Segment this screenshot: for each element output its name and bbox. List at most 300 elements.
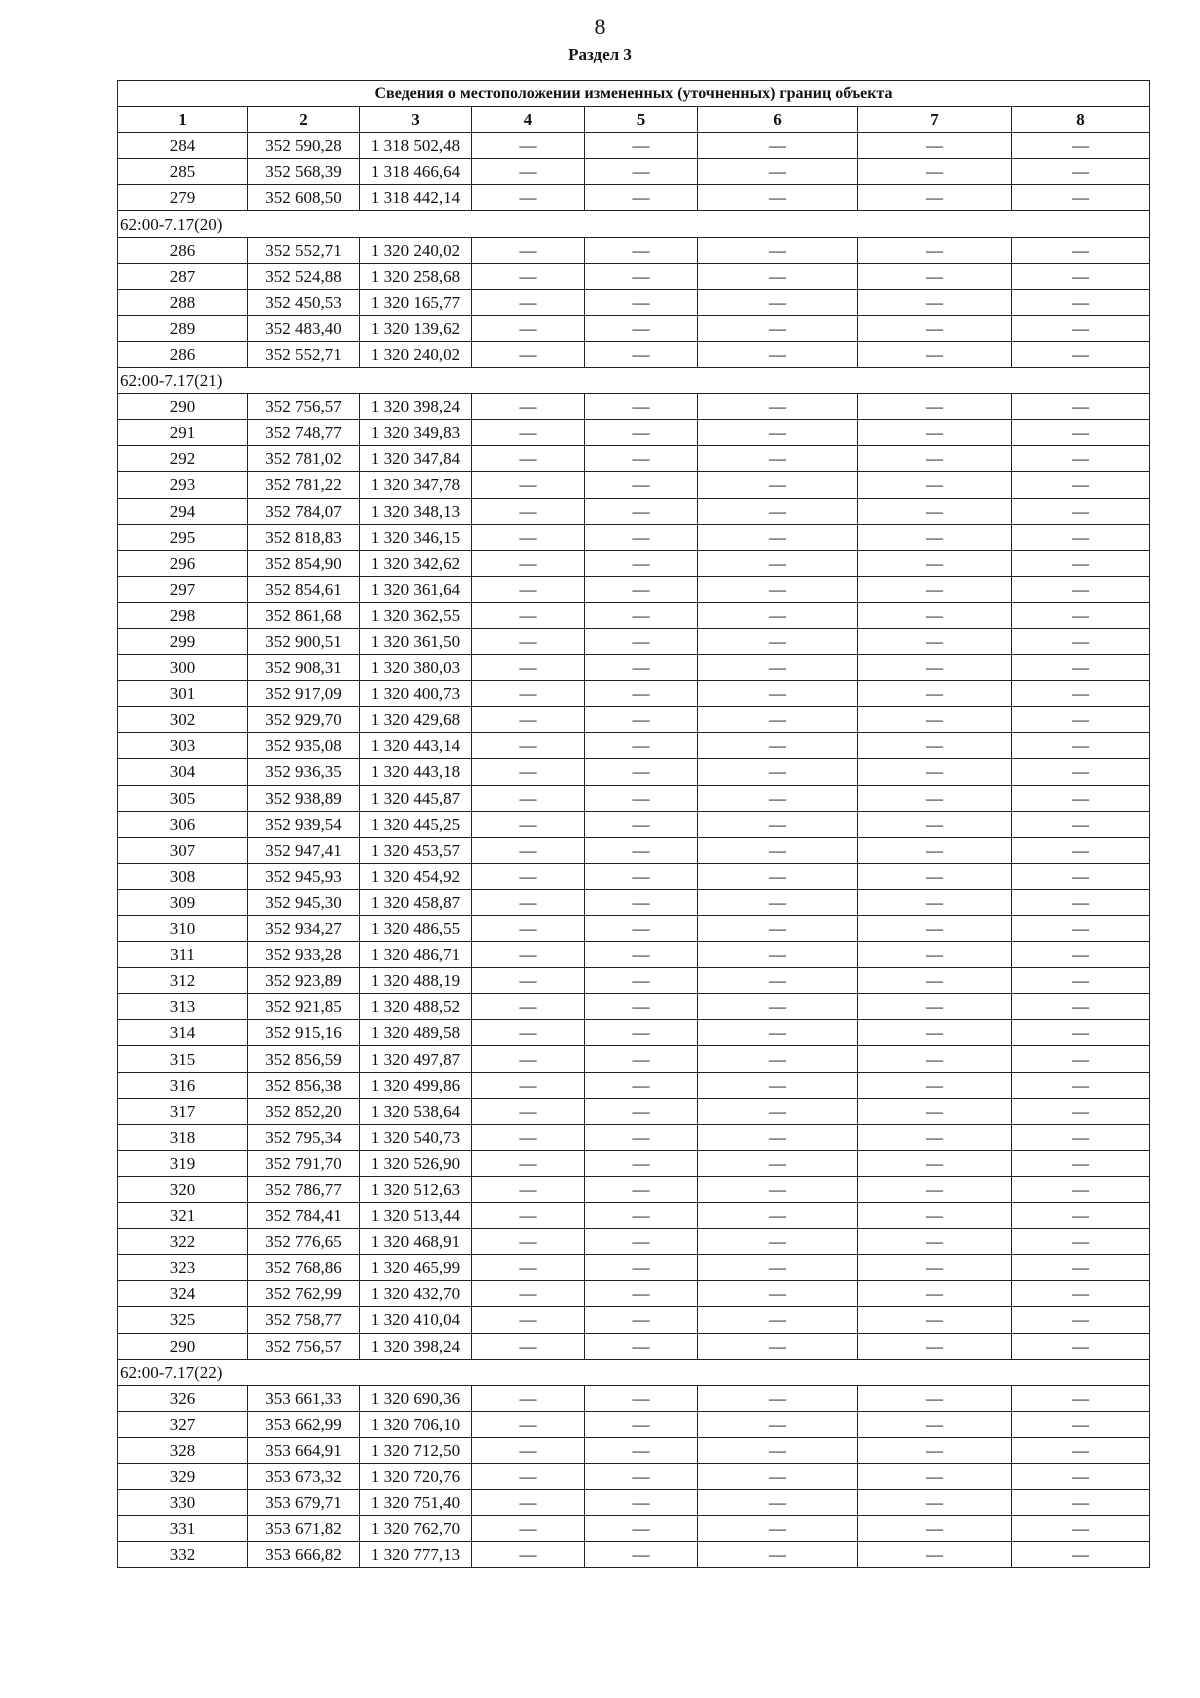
empty-value-cell: — — [472, 655, 585, 681]
empty-value-cell: — — [585, 759, 698, 785]
empty-value-cell: — — [1012, 968, 1150, 994]
empty-value-cell: — — [858, 916, 1012, 942]
point-number-cell: 314 — [118, 1020, 248, 1046]
y-coordinate-cell: 1 320 777,13 — [360, 1542, 472, 1568]
point-number-cell: 298 — [118, 602, 248, 628]
empty-value-cell: — — [472, 1150, 585, 1176]
empty-value-cell: — — [858, 785, 1012, 811]
y-coordinate-cell: 1 320 349,83 — [360, 420, 472, 446]
y-coordinate-cell: 1 320 538,64 — [360, 1098, 472, 1124]
point-number-cell: 296 — [118, 550, 248, 576]
empty-value-cell: — — [698, 759, 858, 785]
page-number: 8 — [594, 14, 606, 39]
empty-value-cell: — — [1012, 394, 1150, 420]
y-coordinate-cell: 1 320 347,78 — [360, 472, 472, 498]
table-row — [118, 707, 1150, 733]
group-label: 62:00-7.17(22) — [118, 1359, 1150, 1385]
y-coordinate-cell: 1 320 410,04 — [360, 1307, 472, 1333]
x-coordinate-cell: 352 776,65 — [248, 1229, 360, 1255]
column-header-2: 2 — [248, 107, 360, 133]
point-number-cell: 313 — [118, 994, 248, 1020]
x-coordinate-cell: 353 666,82 — [248, 1542, 360, 1568]
empty-value-cell: — — [472, 1176, 585, 1202]
empty-value-cell: — — [858, 1281, 1012, 1307]
empty-value-cell: — — [472, 968, 585, 994]
x-coordinate-cell: 353 661,33 — [248, 1385, 360, 1411]
empty-value-cell: — — [698, 837, 858, 863]
x-coordinate-cell: 352 900,51 — [248, 628, 360, 654]
empty-value-cell: — — [1012, 1516, 1150, 1542]
point-number-cell: 324 — [118, 1281, 248, 1307]
table-row — [118, 968, 1150, 994]
empty-value-cell: — — [698, 1437, 858, 1463]
empty-value-cell: — — [472, 733, 585, 759]
x-coordinate-cell: 352 908,31 — [248, 655, 360, 681]
empty-value-cell: — — [472, 1020, 585, 1046]
point-number-cell: 286 — [118, 237, 248, 263]
x-coordinate-cell: 352 784,41 — [248, 1203, 360, 1229]
table-row — [118, 1307, 1150, 1333]
y-coordinate-cell: 1 320 499,86 — [360, 1072, 472, 1098]
column-header-6: 6 — [698, 107, 858, 133]
point-number-cell: 307 — [118, 837, 248, 863]
column-header-8: 8 — [1012, 107, 1150, 133]
empty-value-cell: — — [1012, 628, 1150, 654]
empty-value-cell: — — [1012, 889, 1150, 915]
empty-value-cell: — — [1012, 446, 1150, 472]
empty-value-cell: — — [1012, 785, 1150, 811]
empty-value-cell: — — [698, 785, 858, 811]
empty-value-cell: — — [472, 1046, 585, 1072]
empty-value-cell: — — [698, 916, 858, 942]
table-row — [118, 1281, 1150, 1307]
empty-value-cell: — — [585, 863, 698, 889]
empty-value-cell: — — [472, 133, 585, 159]
y-coordinate-cell: 1 320 445,87 — [360, 785, 472, 811]
empty-value-cell: — — [585, 707, 698, 733]
empty-value-cell: — — [698, 1463, 858, 1489]
empty-value-cell: — — [472, 185, 585, 211]
y-coordinate-cell: 1 320 712,50 — [360, 1437, 472, 1463]
empty-value-cell: — — [698, 628, 858, 654]
empty-value-cell: — — [585, 1542, 698, 1568]
table-row — [118, 315, 1150, 341]
column-header-1: 1 — [118, 107, 248, 133]
x-coordinate-cell: 352 590,28 — [248, 133, 360, 159]
x-coordinate-cell: 352 756,57 — [248, 394, 360, 420]
point-number-cell: 291 — [118, 420, 248, 446]
y-coordinate-cell: 1 320 429,68 — [360, 707, 472, 733]
point-number-cell: 316 — [118, 1072, 248, 1098]
x-coordinate-cell: 352 861,68 — [248, 602, 360, 628]
empty-value-cell: — — [858, 1516, 1012, 1542]
empty-value-cell: — — [858, 1176, 1012, 1202]
empty-value-cell: — — [472, 889, 585, 915]
x-coordinate-cell: 352 854,61 — [248, 576, 360, 602]
table-row — [118, 942, 1150, 968]
x-coordinate-cell: 352 939,54 — [248, 811, 360, 837]
empty-value-cell: — — [858, 1229, 1012, 1255]
empty-value-cell: — — [472, 1255, 585, 1281]
table-row — [118, 1046, 1150, 1072]
point-number-cell: 294 — [118, 498, 248, 524]
x-coordinate-cell: 352 936,35 — [248, 759, 360, 785]
group-row — [118, 1359, 1150, 1385]
empty-value-cell: — — [472, 628, 585, 654]
empty-value-cell: — — [585, 889, 698, 915]
table-row — [118, 185, 1150, 211]
empty-value-cell: — — [698, 1281, 858, 1307]
table-row — [118, 263, 1150, 289]
empty-value-cell: — — [1012, 1385, 1150, 1411]
point-number-cell: 300 — [118, 655, 248, 681]
empty-value-cell: — — [1012, 1255, 1150, 1281]
y-coordinate-cell: 1 320 454,92 — [360, 863, 472, 889]
x-coordinate-cell: 352 450,53 — [248, 289, 360, 315]
empty-value-cell: — — [1012, 733, 1150, 759]
empty-value-cell: — — [698, 315, 858, 341]
empty-value-cell: — — [1012, 237, 1150, 263]
x-coordinate-cell: 352 917,09 — [248, 681, 360, 707]
empty-value-cell: — — [585, 315, 698, 341]
point-number-cell: 312 — [118, 968, 248, 994]
empty-value-cell: — — [585, 602, 698, 628]
table-header — [118, 81, 1150, 133]
empty-value-cell: — — [585, 394, 698, 420]
table-row — [118, 602, 1150, 628]
y-coordinate-cell: 1 320 513,44 — [360, 1203, 472, 1229]
point-number-cell: 330 — [118, 1490, 248, 1516]
table-row — [118, 237, 1150, 263]
table-row — [118, 1490, 1150, 1516]
point-number-cell: 319 — [118, 1150, 248, 1176]
y-coordinate-cell: 1 318 466,64 — [360, 159, 472, 185]
table-row — [118, 785, 1150, 811]
table-row — [118, 1437, 1150, 1463]
empty-value-cell: — — [585, 916, 698, 942]
empty-value-cell: — — [472, 394, 585, 420]
y-coordinate-cell: 1 320 139,62 — [360, 315, 472, 341]
empty-value-cell: — — [858, 263, 1012, 289]
empty-value-cell: — — [1012, 1203, 1150, 1229]
empty-value-cell: — — [858, 159, 1012, 185]
empty-value-cell: — — [698, 1490, 858, 1516]
empty-value-cell: — — [472, 942, 585, 968]
table-row — [118, 655, 1150, 681]
empty-value-cell: — — [698, 420, 858, 446]
empty-value-cell: — — [585, 1490, 698, 1516]
y-coordinate-cell: 1 320 512,63 — [360, 1176, 472, 1202]
empty-value-cell: — — [1012, 289, 1150, 315]
table-row — [118, 1255, 1150, 1281]
empty-value-cell: — — [1012, 1333, 1150, 1359]
empty-value-cell: — — [585, 1307, 698, 1333]
empty-value-cell: — — [858, 602, 1012, 628]
empty-value-cell: — — [858, 1046, 1012, 1072]
empty-value-cell: — — [472, 1124, 585, 1150]
empty-value-cell: — — [858, 237, 1012, 263]
empty-value-cell: — — [1012, 550, 1150, 576]
x-coordinate-cell: 352 852,20 — [248, 1098, 360, 1124]
empty-value-cell: — — [585, 1229, 698, 1255]
empty-value-cell: — — [585, 159, 698, 185]
empty-value-cell: — — [698, 707, 858, 733]
y-coordinate-cell: 1 320 488,52 — [360, 994, 472, 1020]
empty-value-cell: — — [472, 759, 585, 785]
empty-value-cell: — — [472, 1542, 585, 1568]
table-row — [118, 1463, 1150, 1489]
empty-value-cell: — — [1012, 498, 1150, 524]
x-coordinate-cell: 352 758,77 — [248, 1307, 360, 1333]
empty-value-cell: — — [698, 1150, 858, 1176]
empty-value-cell: — — [585, 185, 698, 211]
x-coordinate-cell: 352 795,34 — [248, 1124, 360, 1150]
empty-value-cell: — — [1012, 1150, 1150, 1176]
group-row — [118, 368, 1150, 394]
y-coordinate-cell: 1 320 762,70 — [360, 1516, 472, 1542]
x-coordinate-cell: 352 768,86 — [248, 1255, 360, 1281]
point-number-cell: 329 — [118, 1463, 248, 1489]
empty-value-cell: — — [858, 655, 1012, 681]
point-number-cell: 308 — [118, 863, 248, 889]
point-number-cell: 287 — [118, 263, 248, 289]
empty-value-cell: — — [858, 811, 1012, 837]
empty-value-cell: — — [858, 707, 1012, 733]
empty-value-cell: — — [585, 576, 698, 602]
table-row — [118, 472, 1150, 498]
empty-value-cell: — — [698, 681, 858, 707]
empty-value-cell: — — [1012, 681, 1150, 707]
empty-value-cell: — — [698, 1385, 858, 1411]
empty-value-cell: — — [698, 133, 858, 159]
empty-value-cell: — — [472, 159, 585, 185]
x-coordinate-cell: 352 552,71 — [248, 237, 360, 263]
empty-value-cell: — — [1012, 1176, 1150, 1202]
y-coordinate-cell: 1 320 362,55 — [360, 602, 472, 628]
empty-value-cell: — — [472, 707, 585, 733]
empty-value-cell: — — [1012, 1490, 1150, 1516]
x-coordinate-cell: 352 762,99 — [248, 1281, 360, 1307]
y-coordinate-cell: 1 320 240,02 — [360, 237, 472, 263]
empty-value-cell: — — [698, 1124, 858, 1150]
y-coordinate-cell: 1 320 751,40 — [360, 1490, 472, 1516]
empty-value-cell: — — [858, 550, 1012, 576]
empty-value-cell: — — [698, 889, 858, 915]
empty-value-cell: — — [858, 1333, 1012, 1359]
table-row — [118, 811, 1150, 837]
empty-value-cell: — — [472, 524, 585, 550]
point-number-cell: 290 — [118, 394, 248, 420]
y-coordinate-cell: 1 320 468,91 — [360, 1229, 472, 1255]
table-row — [118, 1542, 1150, 1568]
empty-value-cell: — — [472, 289, 585, 315]
empty-value-cell: — — [1012, 655, 1150, 681]
empty-value-cell: — — [585, 1176, 698, 1202]
empty-value-cell: — — [1012, 863, 1150, 889]
empty-value-cell: — — [698, 994, 858, 1020]
empty-value-cell: — — [698, 1307, 858, 1333]
coordinates-table — [117, 80, 1150, 1568]
empty-value-cell: — — [585, 1072, 698, 1098]
empty-value-cell: — — [585, 1281, 698, 1307]
empty-value-cell: — — [1012, 602, 1150, 628]
y-coordinate-cell: 1 320 488,19 — [360, 968, 472, 994]
empty-value-cell: — — [858, 942, 1012, 968]
empty-value-cell: — — [858, 759, 1012, 785]
empty-value-cell: — — [585, 681, 698, 707]
empty-value-cell: — — [585, 1098, 698, 1124]
empty-value-cell: — — [472, 1490, 585, 1516]
empty-value-cell: — — [698, 550, 858, 576]
empty-value-cell: — — [1012, 1437, 1150, 1463]
table-row — [118, 889, 1150, 915]
table-row — [118, 289, 1150, 315]
empty-value-cell: — — [1012, 133, 1150, 159]
y-coordinate-cell: 1 320 361,64 — [360, 576, 472, 602]
y-coordinate-cell: 1 320 445,25 — [360, 811, 472, 837]
y-coordinate-cell: 1 320 432,70 — [360, 1281, 472, 1307]
empty-value-cell: — — [472, 472, 585, 498]
empty-value-cell: — — [698, 263, 858, 289]
empty-value-cell: — — [698, 1333, 858, 1359]
empty-value-cell: — — [585, 1437, 698, 1463]
empty-value-cell: — — [1012, 759, 1150, 785]
table-row — [118, 681, 1150, 707]
x-coordinate-cell: 352 945,93 — [248, 863, 360, 889]
empty-value-cell: — — [585, 1124, 698, 1150]
empty-value-cell: — — [698, 341, 858, 367]
empty-value-cell: — — [585, 968, 698, 994]
x-coordinate-cell: 352 784,07 — [248, 498, 360, 524]
empty-value-cell: — — [1012, 472, 1150, 498]
empty-value-cell: — — [858, 681, 1012, 707]
empty-value-cell: — — [1012, 1046, 1150, 1072]
column-header-3: 3 — [360, 107, 472, 133]
y-coordinate-cell: 1 320 526,90 — [360, 1150, 472, 1176]
empty-value-cell: — — [472, 602, 585, 628]
empty-value-cell: — — [472, 1333, 585, 1359]
point-number-cell: 318 — [118, 1124, 248, 1150]
empty-value-cell: — — [585, 420, 698, 446]
empty-value-cell: — — [585, 237, 698, 263]
empty-value-cell: — — [698, 733, 858, 759]
table-row — [118, 733, 1150, 759]
x-coordinate-cell: 353 662,99 — [248, 1411, 360, 1437]
y-coordinate-cell: 1 320 486,71 — [360, 942, 472, 968]
x-coordinate-cell: 352 854,90 — [248, 550, 360, 576]
empty-value-cell: — — [1012, 263, 1150, 289]
point-number-cell: 285 — [118, 159, 248, 185]
empty-value-cell: — — [585, 837, 698, 863]
empty-value-cell: — — [472, 916, 585, 942]
point-number-cell: 328 — [118, 1437, 248, 1463]
table-row — [118, 1411, 1150, 1437]
point-number-cell: 315 — [118, 1046, 248, 1072]
point-number-cell: 288 — [118, 289, 248, 315]
column-number-row — [118, 107, 1150, 133]
empty-value-cell: — — [585, 1333, 698, 1359]
empty-value-cell: — — [472, 341, 585, 367]
y-coordinate-cell: 1 320 489,58 — [360, 1020, 472, 1046]
empty-value-cell: — — [858, 1072, 1012, 1098]
empty-value-cell: — — [858, 994, 1012, 1020]
empty-value-cell: — — [858, 1307, 1012, 1333]
column-header-7: 7 — [858, 107, 1012, 133]
empty-value-cell: — — [698, 968, 858, 994]
empty-value-cell: — — [858, 1437, 1012, 1463]
empty-value-cell: — — [858, 498, 1012, 524]
x-coordinate-cell: 352 608,50 — [248, 185, 360, 211]
empty-value-cell: — — [585, 1385, 698, 1411]
empty-value-cell: — — [698, 811, 858, 837]
y-coordinate-cell: 1 320 348,13 — [360, 498, 472, 524]
x-coordinate-cell: 352 483,40 — [248, 315, 360, 341]
x-coordinate-cell: 352 921,85 — [248, 994, 360, 1020]
x-coordinate-cell: 352 915,16 — [248, 1020, 360, 1046]
empty-value-cell: — — [472, 1463, 585, 1489]
x-coordinate-cell: 352 818,83 — [248, 524, 360, 550]
empty-value-cell: — — [585, 446, 698, 472]
empty-value-cell: — — [1012, 1098, 1150, 1124]
point-number-cell: 326 — [118, 1385, 248, 1411]
table-row — [118, 863, 1150, 889]
empty-value-cell: — — [1012, 1020, 1150, 1046]
point-number-cell: 290 — [118, 1333, 248, 1359]
point-number-cell: 305 — [118, 785, 248, 811]
empty-value-cell: — — [858, 133, 1012, 159]
empty-value-cell: — — [698, 1203, 858, 1229]
empty-value-cell: — — [472, 1411, 585, 1437]
point-number-cell: 295 — [118, 524, 248, 550]
empty-value-cell: — — [1012, 185, 1150, 211]
table-row — [118, 1516, 1150, 1542]
x-coordinate-cell: 352 935,08 — [248, 733, 360, 759]
x-coordinate-cell: 352 856,59 — [248, 1046, 360, 1072]
empty-value-cell: — — [698, 1176, 858, 1202]
table-row — [118, 994, 1150, 1020]
point-number-cell: 303 — [118, 733, 248, 759]
y-coordinate-cell: 1 320 258,68 — [360, 263, 472, 289]
group-label: 62:00-7.17(21) — [118, 368, 1150, 394]
y-coordinate-cell: 1 318 442,14 — [360, 185, 472, 211]
empty-value-cell: — — [585, 524, 698, 550]
empty-value-cell: — — [472, 1437, 585, 1463]
table-row — [118, 1229, 1150, 1255]
empty-value-cell: — — [585, 289, 698, 315]
table-row — [118, 341, 1150, 367]
y-coordinate-cell: 1 320 458,87 — [360, 889, 472, 915]
empty-value-cell: — — [1012, 916, 1150, 942]
x-coordinate-cell: 352 933,28 — [248, 942, 360, 968]
empty-value-cell: — — [1012, 576, 1150, 602]
x-coordinate-cell: 353 673,32 — [248, 1463, 360, 1489]
empty-value-cell: — — [472, 1281, 585, 1307]
empty-value-cell: — — [698, 1020, 858, 1046]
x-coordinate-cell: 353 671,82 — [248, 1516, 360, 1542]
y-coordinate-cell: 1 320 347,84 — [360, 446, 472, 472]
point-number-cell: 279 — [118, 185, 248, 211]
empty-value-cell: — — [698, 159, 858, 185]
empty-value-cell: — — [858, 1150, 1012, 1176]
y-coordinate-cell: 1 320 540,73 — [360, 1124, 472, 1150]
empty-value-cell: — — [472, 1098, 585, 1124]
empty-value-cell: — — [585, 472, 698, 498]
x-coordinate-cell: 352 947,41 — [248, 837, 360, 863]
empty-value-cell: — — [585, 1020, 698, 1046]
empty-value-cell: — — [472, 576, 585, 602]
y-coordinate-cell: 1 320 342,62 — [360, 550, 472, 576]
empty-value-cell: — — [585, 133, 698, 159]
